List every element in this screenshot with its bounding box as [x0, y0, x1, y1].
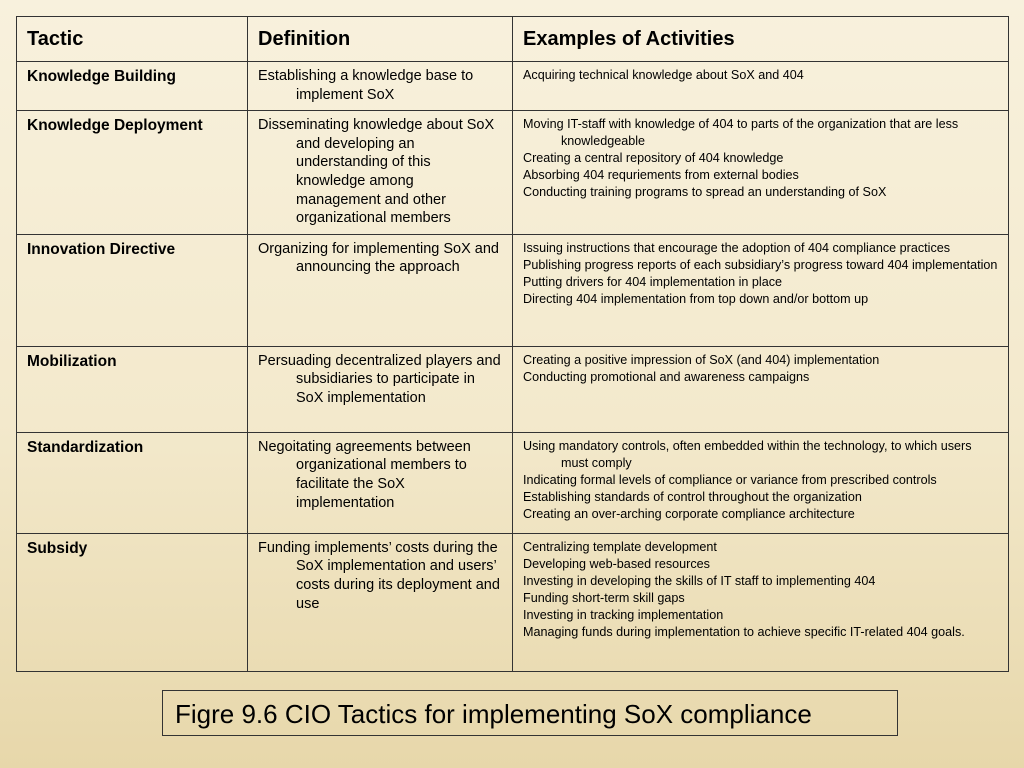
- examples-cell: [513, 62, 1009, 111]
- examples-cell: [513, 533, 1009, 671]
- example-item: Directing 404 implementation from top down and/or bottom up: [523, 291, 869, 306]
- example-item: Publishing progress reports of each subsidiary’s progress toward 404 implementation: [523, 257, 998, 272]
- definition-cell: [248, 234, 513, 346]
- tactic-cell: Mobilization: [17, 346, 248, 432]
- figure-caption: Figre 9.6 CIO Tactics for implementing SoX compliance: [162, 690, 898, 736]
- definition-text: Negoitating agreements between organizational members to facilitate the SoX implementation: [258, 438, 471, 511]
- example-item: Acquiring technical knowledge about SoX and 404: [523, 68, 804, 82]
- example-item: Using mandatory controls, often embedded within the technology, to which users must comply: [523, 438, 972, 470]
- table-row: [17, 533, 1009, 671]
- example-item: Conducting promotional and awareness campaigns: [523, 369, 810, 384]
- definition-cell: [248, 111, 513, 235]
- example-item: Creating a positive impression of SoX (and 404) implementation: [523, 352, 880, 367]
- definition-text: Establishing a knowledge base to implement SoX: [258, 68, 474, 103]
- definition-cell: [248, 346, 513, 432]
- table-row: [17, 432, 1009, 533]
- definition-text: Persuading decentralized players and subsidiaries to participate in SoX implementation: [258, 352, 501, 406]
- header-examples: Examples of Activities: [513, 17, 1009, 62]
- table-row: [17, 346, 1009, 432]
- examples-cell: [513, 346, 1009, 432]
- tactic-cell: Knowledge Deployment: [17, 111, 248, 235]
- example-item: Developing web-based resources: [523, 556, 710, 571]
- tactic-cell: Innovation Directive: [17, 234, 248, 346]
- example-item: Issuing instructions that encourage the adoption of 404 compliance practices: [523, 240, 951, 255]
- example-item: Funding short-term skill gaps: [523, 590, 685, 605]
- tactic-cell: Subsidy: [17, 533, 248, 671]
- tactics-table: [16, 16, 1009, 672]
- definition-text: Funding implements’ costs during the SoX implementation and users’ costs during its deployment and use: [258, 539, 500, 612]
- example-item: Establishing standards of control throughout the organization: [523, 489, 862, 504]
- example-item: Indicating formal levels of compliance or variance from prescribed controls: [523, 472, 937, 487]
- example-item: Putting drivers for 404 implementation in place: [523, 274, 783, 289]
- definition-cell: [248, 533, 513, 671]
- definition-text: Organizing for implementing SoX and announcing the approach: [258, 240, 499, 276]
- header-row: [17, 17, 1009, 62]
- example-item: Investing in tracking implementation: [523, 607, 724, 622]
- example-item: Moving IT-staff with knowledge of 404 to parts of the organization that are less knowledgeable: [523, 117, 959, 149]
- example-item: Creating a central repository of 404 knowledge: [523, 151, 784, 166]
- table-row: [17, 62, 1009, 111]
- definition-text: Disseminating knowledge about SoX and developing an understanding of this knowledge among management and other organizational members: [258, 117, 495, 227]
- header-definition: Definition: [248, 17, 513, 62]
- example-item: Centralizing template development: [523, 539, 717, 554]
- tactic-cell: Standardization: [17, 432, 248, 533]
- definition-cell: [248, 432, 513, 533]
- example-item: Creating an over-arching corporate compliance architecture: [523, 506, 855, 521]
- example-item: Managing funds during implementation to achieve specific IT-related 404 goals.: [523, 624, 965, 639]
- table-row: [17, 234, 1009, 346]
- header-tactic: Tactic: [17, 17, 248, 62]
- examples-cell: [513, 111, 1009, 235]
- table-row: [17, 111, 1009, 235]
- tactic-cell: Knowledge Building: [17, 62, 248, 111]
- example-item: Investing in developing the skills of IT staff to implementing 404: [523, 573, 876, 588]
- definition-cell: [248, 62, 513, 111]
- example-item: Absorbing 404 requriements from external bodies: [523, 168, 799, 183]
- examples-cell: [513, 234, 1009, 346]
- example-item: Conducting training programs to spread an understanding of SoX: [523, 185, 887, 200]
- examples-cell: [513, 432, 1009, 533]
